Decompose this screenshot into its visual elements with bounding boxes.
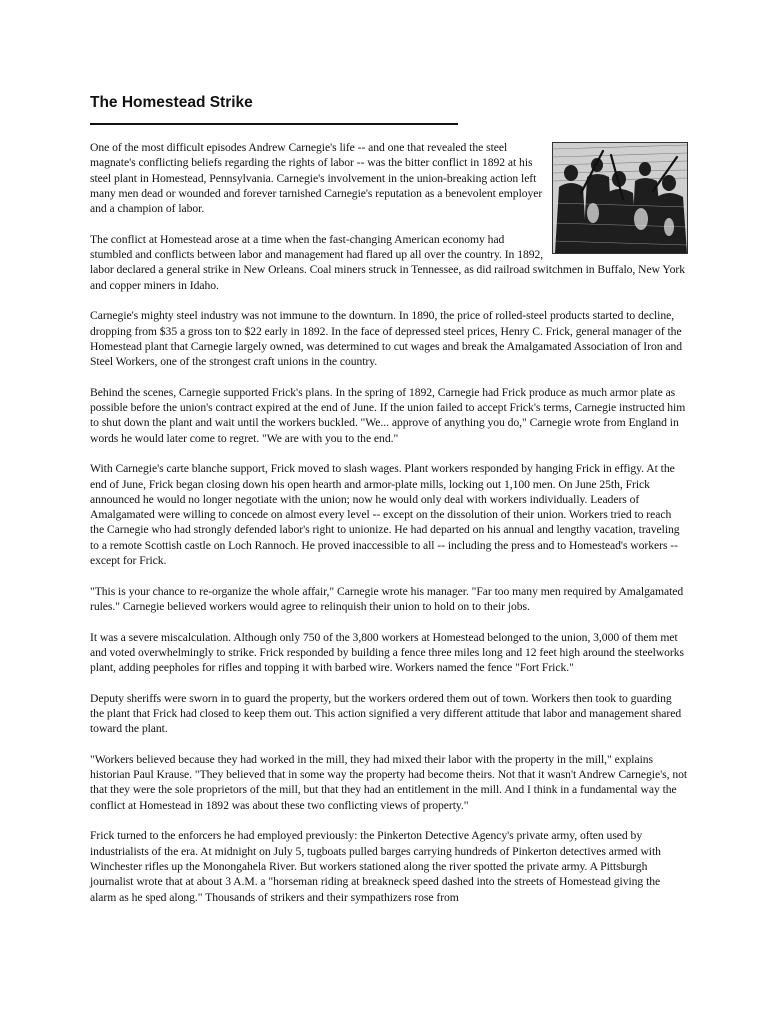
title-divider: [90, 123, 458, 125]
paragraph: It was a severe miscalculation. Although only 750 of the 3,800 workers at Homestead belonged to the union, 3,000 of them met and voted overwhelmingly to strike. Frick responded by building a fence three miles long and 12 feet high around the steelworks plant, adding peepholes for rifles and topping it with barbed wire. Workers named the fence "Fort Frick.": [90, 630, 684, 675]
paragraph: Deputy sheriffs were sworn in to guard the property, but the workers ordered them out of town. Workers then took to guarding the plant that Frick had closed to keep them out. This action signified a very different attitude that labor and management shared toward the plant.: [90, 691, 682, 736]
paragraph: "Workers believed because they had worked in the mill, they had mixed their labor with the property in the mill," explains historian Paul Krause. "They believed that in some way the property had become theirs. Not that it wasn't Andrew Carnegie's, not that they were the sole proprietors of the mill, but that they had an entitlement in the mill. And I think in a fundamental way the conflict at Homestead in 1892 was about these two conflicting views of property.": [90, 752, 688, 812]
paragraph: The conflict at Homestead arose at a time when the fast-changing American economy had stumbled and conflicts between labor and management had flared up all over the country. In 1892, labor declared a general strike in New Orleans. Coal miners struck in Tennessee, as did railroad switchmen in Buffalo, New York and copper miners in Idaho.: [90, 232, 685, 292]
paragraph: Behind the scenes, Carnegie supported Frick's plans. In the spring of 1892, Carnegie had Frick produce as much armor plate as possible before the union's contract expired at the end of June. If the union failed to accept Frick's terms, Carnegie instructed him to shut down the plant and wait until the workers buckled. "We... approve of anything you do," Carnegie wrote from England in words he would later come to regret. "We are with you to the end.": [90, 385, 686, 445]
page-title: The Homestead Strike: [90, 94, 253, 111]
engraving-image: [553, 143, 687, 253]
paragraph: "This is your chance to re-organize the whole affair," Carnegie wrote his manager. "Far too many men required by Amalgamated rules." Carnegie believed workers would agree to relinquish their union to hold on to their jobs.: [90, 584, 684, 613]
paragraph: With Carnegie's carte blanche support, Frick moved to slash wages. Plant workers responded by hanging Frick in effigy. At the end of June, Frick began closing down his open hearth and armor-plate mills, locking out 1,100 men. On June 25th, Frick announced he would no longer negotiate with the union; now he would only deal with workers individually. Leaders of Amalgamated were willing to concede on almost every level -- except on the dissolution of their union. Workers tried to reach the Carnegie who had strongly defended labor's right to unionize. He had departed on his annual and lengthy vacation, traveling to a remote Scottish castle on Loch Rannoch. He proved inaccessible to all -- including the press and to Homestead's workers -- except for Frick.: [90, 462, 680, 568]
article-body: [90, 140, 688, 920]
paragraph: Frick turned to the enforcers he had employed previously: the Pinkerton Detective Agency's private army, often used by industrialists of the era. At midnight on July 5, tugboats pulled barges carrying hundreds of Pinkerton detectives armed with Winchester rifles up the Monongahela River. But workers stationed along the river spotted the private army. A Pittsburgh journalist wrote that at about 3 A.M. a "horseman riding at breakneck speed dashed into the streets of Homestead giving the alarm as he sped along." Thousands of strikers and their sympathizers rose from: [90, 829, 661, 904]
paragraph: One of the most difficult episodes Andrew Carnegie's life -- and one that revealed the steel magnate's conflicting beliefs regarding the rights of labor -- was the bitter conflict in 1892 at his steel plant in Homestead, Pennsylvania. Carnegie's involvement in the union-breaking action left many men dead or wounded and forever tarnished Carnegie's reputation as a benevolent employer and a champion of labor.: [90, 141, 543, 216]
paragraph: Carnegie's mighty steel industry was not immune to the downturn. In 1890, the price of rolled-steel products started to decline, dropping from $35 a gross ton to $22 early in 1892. In the face of depressed steel prices, Henry C. Frick, general manager of the Homestead plant that Carnegie largely owned, was determined to cut wages and break the Amalgamated Association of Iron and Steel Workers, one of the strongest craft unions in the country.: [90, 309, 683, 369]
strike-illustration: [552, 142, 688, 254]
